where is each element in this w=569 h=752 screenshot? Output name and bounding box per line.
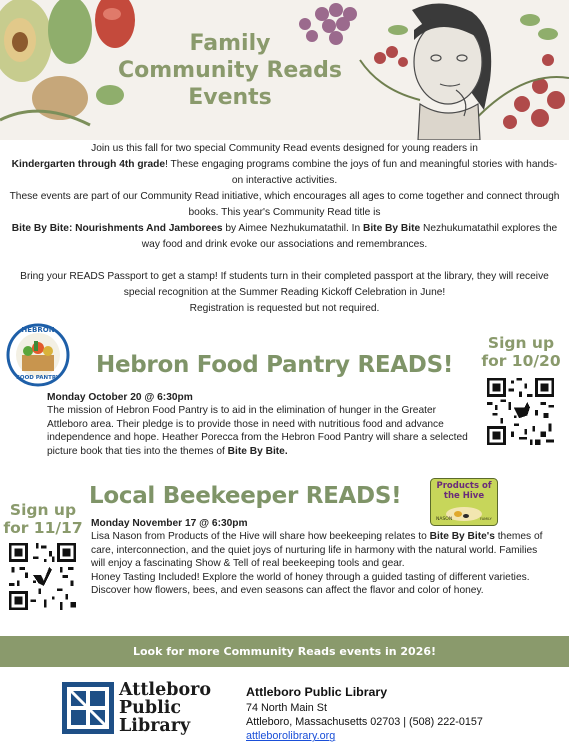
event-date: Monday November 17 @ 6:30pm <box>91 518 248 529</box>
signup-label-1 <box>480 334 562 370</box>
library-city-phone: Attleboro, Massachusetts 02703 | (508) 222-0157 <box>246 716 483 729</box>
book-title-short: Bite By Bite <box>362 223 421 234</box>
hebron-logo-text-top: HEBRON <box>21 326 55 334</box>
beekeeper-event-title: Local Beekeeper READS! <box>89 483 402 509</box>
title-line: Family <box>189 31 271 56</box>
intro-text-span: Nezhukumatathil explores the way food and drink evoke our associations and remembrances. <box>141 223 558 250</box>
signup-line: for 10/20 <box>481 352 561 370</box>
hebron-logo-text-bottom: FOOD PANTRY <box>16 375 60 381</box>
hebron-event-title: Hebron Food Pantry READS! <box>96 352 454 378</box>
qr-code-1[interactable] <box>487 378 554 445</box>
svg-text:NASON: NASON <box>436 517 453 522</box>
event-description-book: Bite By Bite. <box>227 445 288 457</box>
signup-line: for 11/17 <box>3 519 83 537</box>
wordmark-line: Attleboro <box>119 680 212 700</box>
event-date: Monday October 20 @ 6:30pm <box>47 392 193 403</box>
svg-text:FAMILY: FAMILY <box>480 517 492 521</box>
page-title <box>80 30 380 111</box>
header-banner <box>0 0 569 140</box>
intro-text-span: These events are part of our Community Read initiative, which encourages all ages to come together and connect through books. This year's Community Read title is <box>9 191 560 218</box>
signup-line: Sign up <box>487 334 555 352</box>
intro-text-span: by Aimee Nezhukumatathil. In <box>222 223 363 234</box>
event-description: The mission of Hebron Food Pantry is to aid in the elimination of hunger in the Greater Attleboro area. Their pledge is to provide those in need with nutritious food and advance independence and hope. Heather Porecca from the Hebron Food Pantry will share a selected picture book that ties into the themes of <box>47 405 468 457</box>
library-website-link[interactable]: attleborolibrary.org <box>246 730 336 743</box>
more-events-banner: Look for more Community Reads events in 2026! <box>0 636 569 667</box>
library-wordmark <box>119 681 211 735</box>
title-line: Events <box>188 85 272 110</box>
event-description-2: Honey Tasting Included! Explore the world of honey through a guided tasting of different varieties. Discover how flowers, bees, and even seasons can affect the flavor and color of honey. <box>91 571 530 597</box>
event-description-book: Bite By Bite's <box>429 531 495 543</box>
library-address: 74 North Main St <box>246 702 328 714</box>
intro-text <box>8 141 561 317</box>
library-logo-icon <box>62 682 114 734</box>
intro-paragraph-3: Bring your READS Passport to get a stamp! If students turn in their completed passport at the library, they will receive special recognition at the Summer Reading Kickoff Celebration in June! <box>20 271 549 298</box>
signup-line: Sign up <box>9 501 77 519</box>
event-description: themes of care, interconnection, and the quiet joys of nurturing life in harmony with the natural world. Families will enjoy a fascinating Show & Tell of real beekeeping tools and gear. <box>91 531 543 570</box>
intro-paragraph-1 <box>8 141 561 189</box>
grade-range: Kindergarten through 4th grade <box>11 159 166 170</box>
title-line: Community Reads <box>117 58 343 83</box>
intro-text-span: ! These engaging programs combine the joys of fun and meaningful stories with hands-on interactive activities. <box>165 159 558 186</box>
intro-paragraph-4: Registration is requested but not required. <box>189 303 380 314</box>
intro-text-span: Join us this fall for two special Community Read events designed for young readers in <box>91 143 478 154</box>
beekeeper-event-details <box>91 517 543 597</box>
hebron-event-details <box>47 391 477 458</box>
intro-paragraph-2 <box>8 189 561 253</box>
event-description: Lisa Nason from Products of the Hive will share how beekeeping relates to <box>91 531 430 543</box>
hive-logo-text: Products of the Hive <box>436 481 492 501</box>
wordmark-line: Library <box>119 716 191 736</box>
book-title: Bite By Bite: Nourishments And Jamborees <box>11 223 223 234</box>
wordmark-line: Public <box>119 698 182 718</box>
signup-label-2 <box>2 501 84 537</box>
hebron-food-pantry-logo <box>6 323 70 387</box>
library-contact-info <box>246 683 483 744</box>
qr-code-2[interactable] <box>9 543 76 610</box>
library-name: Attleboro Public Library <box>246 685 388 699</box>
